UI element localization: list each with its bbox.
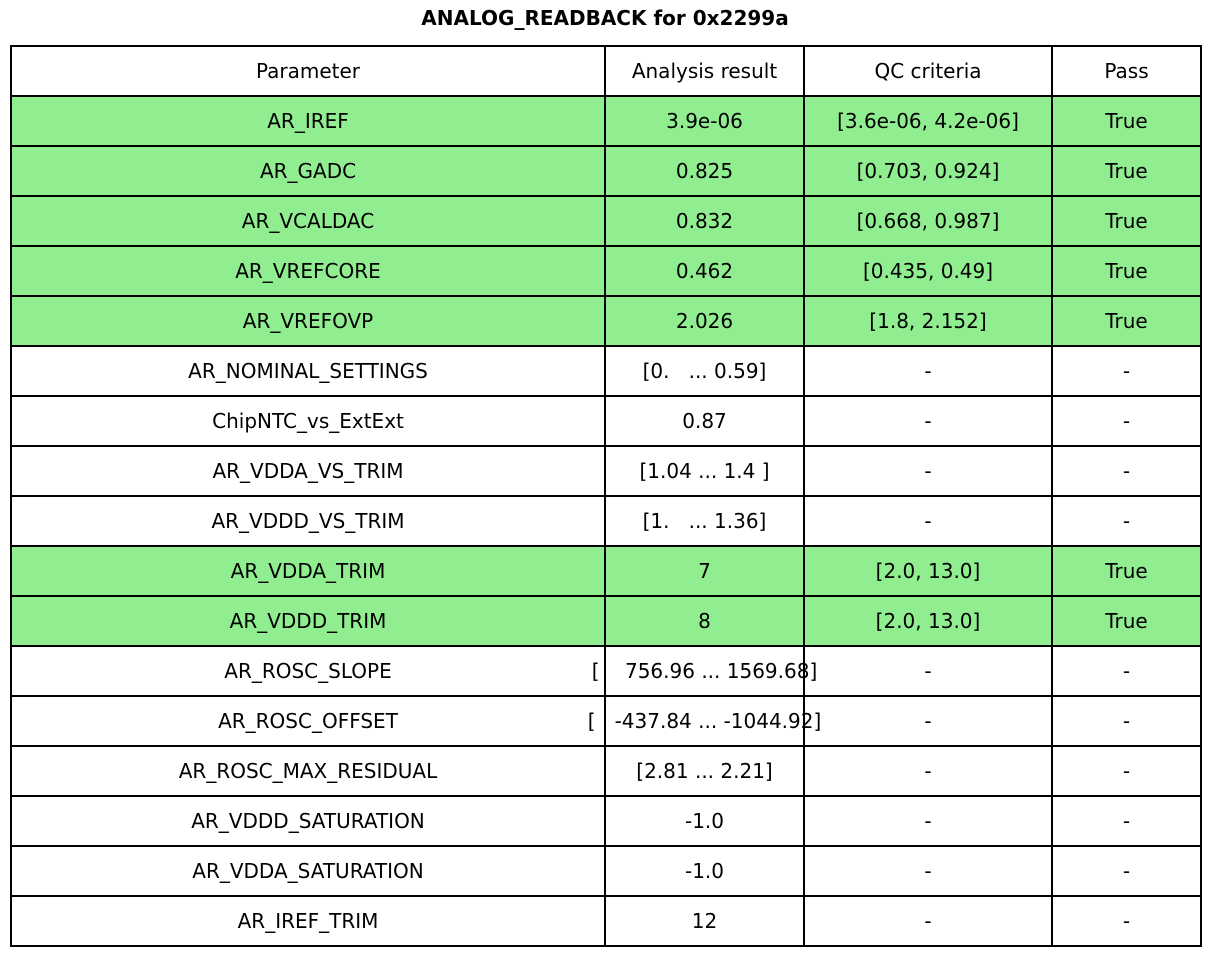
pass-cell-value: - [1122,709,1131,733]
pass-cell-value: - [1122,859,1131,883]
result-cell-value: 7 [698,559,711,583]
pass-cell [1052,846,1201,896]
column-header-label: Analysis result [631,59,778,83]
result-cell-value: 8 [698,609,711,633]
result-cell-value: 0.87 [682,409,727,433]
pass-cell [1052,146,1201,196]
pass-cell-value: - [1122,409,1131,433]
pass-cell [1052,246,1201,296]
param-cell [11,396,605,446]
param-cell-value: AR_IREF_TRIM [237,909,379,933]
table-row [11,146,1201,196]
param-cell [11,96,605,146]
pass-cell [1052,896,1201,946]
qc-cell [804,846,1052,896]
result-cell [605,746,804,796]
param-cell [11,496,605,546]
pass-cell-value: - [1122,909,1131,933]
param-cell [11,446,605,496]
result-cell-value: 3.9e-06 [666,109,743,133]
qc-cell-value: [1.8, 2.152] [869,309,987,333]
pass-cell-value: - [1122,659,1131,683]
pass-cell-value: - [1122,809,1131,833]
result-cell-value: [1.04 ... 1.4 ] [639,459,770,483]
pass-cell [1052,196,1201,246]
param-cell-value: AR_VDDA_VS_TRIM [212,459,404,483]
pass-cell-value: True [1105,609,1148,633]
table-row [11,396,1201,446]
result-cell [605,396,804,446]
param-cell-value: AR_ROSC_SLOPE [224,659,392,683]
qc-cell-value: - [924,809,932,833]
pass-cell-value: - [1122,359,1131,383]
param-cell-value: ChipNTC_vs_ExtExt [212,409,404,433]
qc-cell-value: - [924,759,932,783]
param-cell-value: AR_VDDD_SATURATION [191,809,425,833]
qc-cell-value: - [924,509,932,533]
qc-cell [804,496,1052,546]
qc-cell [804,646,1052,696]
result-cell [605,546,804,596]
pass-cell [1052,746,1201,796]
pass-cell [1052,696,1201,746]
qc-cell [804,146,1052,196]
pass-cell [1052,96,1201,146]
qc-cell-value: - [924,409,932,433]
param-cell-value: AR_VCALDAC [241,209,375,233]
result-cell-value: 0.832 [675,209,734,233]
result-cell [605,596,804,646]
qc-cell-value: - [924,709,932,733]
param-cell [11,346,605,396]
param-cell [11,696,605,746]
param-cell-value: AR_VDDA_TRIM [230,559,386,583]
param-cell-value: AR_VDDA_SATURATION [192,859,424,883]
result-cell-value: -1.0 [684,859,725,883]
table-row [11,496,1201,546]
table-row [11,446,1201,496]
param-cell [11,646,605,696]
pass-cell [1052,296,1201,346]
qc-cell-value: [2.0, 13.0] [875,559,981,583]
table-row [11,346,1201,396]
header-row [11,46,1201,96]
chart-title: ANALOG_READBACK for 0x2299a [421,6,789,30]
param-cell-value: AR_VDDD_VS_TRIM [211,509,405,533]
qc-cell-value: - [924,359,932,383]
column-header-pass [1052,46,1201,96]
result-cell [605,146,804,196]
qc-cell [804,96,1052,146]
table-body [11,46,1201,946]
result-cell-value: 0.825 [675,159,734,183]
pass-cell [1052,346,1201,396]
pass-cell [1052,796,1201,846]
qc-cell-value: - [924,659,932,683]
result-cell [605,796,804,846]
param-cell-value: AR_NOMINAL_SETTINGS [188,359,428,383]
analog-readback-table [10,45,1202,947]
qc-cell [804,396,1052,446]
qc-cell-value: - [924,859,932,883]
param-cell [11,546,605,596]
table-row [11,596,1201,646]
column-header-qc [804,46,1052,96]
qc-cell-value: - [924,459,932,483]
qc-cell [804,696,1052,746]
param-cell [11,596,605,646]
qc-cell [804,446,1052,496]
result-cell [605,246,804,296]
result-cell [591,646,818,696]
table-row [11,846,1201,896]
table-row [11,96,1201,146]
param-cell-value: AR_ROSC_OFFSET [218,709,398,733]
result-cell-value: [2.81 ... 2.21] [636,759,773,783]
qc-cell-value: [0.703, 0.924] [856,159,1000,183]
column-header-label: QC criteria [874,59,982,83]
param-cell-value: AR_ROSC_MAX_RESIDUAL [178,759,438,783]
result-cell [605,196,804,246]
table-row [11,296,1201,346]
result-cell-value: 2.026 [675,309,734,333]
result-cell [605,96,804,146]
qc-cell [804,896,1052,946]
table-row [11,646,1201,696]
param-cell [11,746,605,796]
qc-cell [804,346,1052,396]
param-cell [11,196,605,246]
pass-cell [1052,396,1201,446]
pass-cell-value: True [1105,259,1148,283]
qc-cell [804,746,1052,796]
table-row [11,796,1201,846]
table-row [11,246,1201,296]
result-cell-value: [0. ... 0.59] [642,359,767,383]
pass-cell-value: True [1105,159,1148,183]
result-cell-value: 0.462 [675,259,734,283]
param-cell-value: AR_GADC [259,159,357,183]
table-row [11,196,1201,246]
result-cell [605,446,804,496]
result-cell-value: [ 756.96 ... 1569.68] [591,659,818,683]
qc-cell [804,796,1052,846]
qc-cell [804,546,1052,596]
table-row [11,746,1201,796]
result-cell-value: -1.0 [684,809,725,833]
result-cell [605,846,804,896]
result-cell [587,696,822,746]
param-cell [11,846,605,896]
table-row [11,896,1201,946]
column-header-label: Parameter [255,59,361,83]
result-cell-value: [1. ... 1.36] [642,509,767,533]
pass-cell-value: True [1105,109,1148,133]
qc-cell [804,246,1052,296]
pass-cell [1052,446,1201,496]
param-cell [11,146,605,196]
pass-cell-value: - [1122,509,1131,533]
qc-cell [804,296,1052,346]
param-cell [11,796,605,846]
param-cell [11,246,605,296]
result-cell-value: [ -437.84 ... -1044.92] [587,709,822,733]
qc-cell-value: [0.668, 0.987] [856,209,1000,233]
pass-cell [1052,546,1201,596]
pass-cell [1052,646,1201,696]
pass-cell [1052,496,1201,546]
column-header-label: Pass [1104,59,1149,83]
param-cell-value: AR_VDDD_TRIM [229,609,387,633]
table-row [11,696,1201,746]
param-cell-value: AR_IREF [267,109,349,133]
result-cell [605,496,804,546]
table-row [11,546,1201,596]
qc-cell [804,596,1052,646]
pass-cell-value: - [1122,759,1131,783]
result-cell [605,896,804,946]
column-header-parameter [11,46,605,96]
param-cell [11,296,605,346]
qc-cell-value: - [924,909,932,933]
pass-cell-value: - [1122,459,1131,483]
pass-cell-value: True [1105,209,1148,233]
result-cell-value: 12 [691,909,718,933]
param-cell [11,896,605,946]
pass-cell-value: True [1105,309,1148,333]
pass-cell [1052,596,1201,646]
pass-cell-value: True [1105,559,1148,583]
result-cell [605,346,804,396]
qc-cell-value: [3.6e-06, 4.2e-06] [837,109,1019,133]
qc-cell [804,196,1052,246]
qc-cell-value: [2.0, 13.0] [875,609,981,633]
result-cell [605,296,804,346]
param-cell-value: AR_VREFOVP [242,309,374,333]
param-cell-value: AR_VREFCORE [235,259,381,283]
qc-cell-value: [0.435, 0.49] [862,259,994,283]
column-header-result [605,46,804,96]
